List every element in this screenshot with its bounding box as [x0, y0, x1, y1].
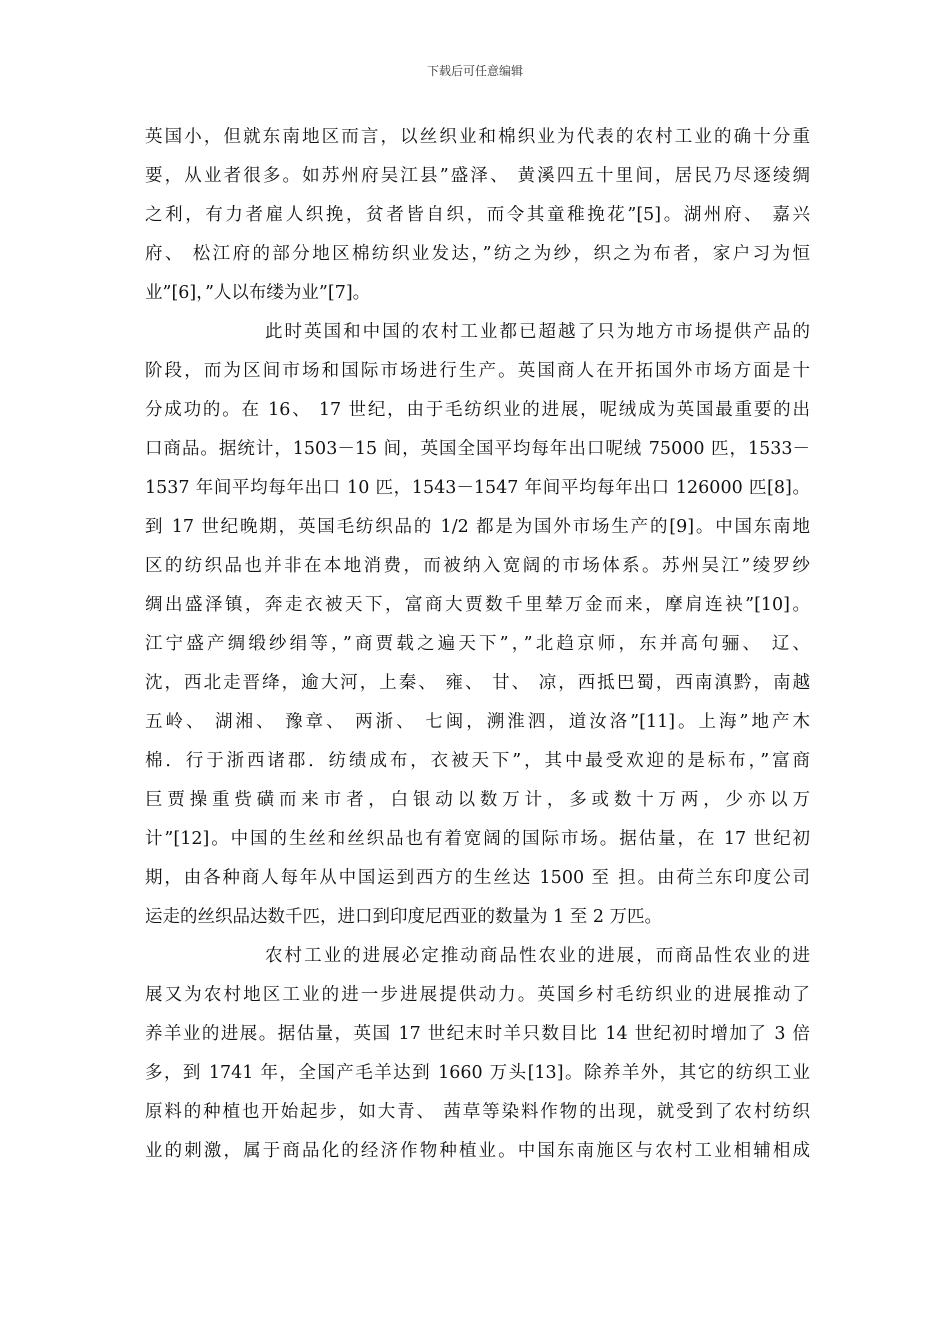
page-header: 下载后可任意编辑: [426, 64, 523, 78]
text-line: 养羊业的进展。据估量，英国 17 世纪末时羊只数目比 14 世纪初时增加了 3 倍: [145, 1024, 810, 1044]
text-line: 运走的丝织品达数千匹，进口到印度尼西亚的数量为 1 至 2 万匹。: [145, 907, 663, 927]
document-body: [145, 118, 810, 1171]
text-line: 阶段，而为区间市场和国际市场进行生产。英国商人在开拓国外市场方面是十: [145, 361, 810, 381]
text-line: 展又为农村地区工业的进一步进展提供动力。英国乡村毛纺织业的进展推动了: [145, 985, 810, 1005]
text-line: 五岭、 湖湘、 豫章、 两浙、 七闽，溯淮泗，道汝洛”[11]。上海”地产木: [145, 712, 810, 732]
text-line: 多，到 1741 年，全国产毛羊达到 1660 万头[13]。除养羊外，其它的纺织工业: [145, 1063, 810, 1083]
text-line: 区的纺织品也并非在本地消费，而被纳入宽阔的市场体系。苏州吴江”绫罗纱: [145, 556, 810, 576]
text-line: 计”[12]。中国的生丝和丝织品也有着宽阔的国际市场。据估量，在 17 世纪初: [145, 829, 810, 849]
text-line: 业的刺激，属于商品化的经济作物种植业。中国东南施区与农村工业相辅相成: [145, 1141, 810, 1161]
text-line: 棉．行于浙西诸郡．纺绩成布，衣被天下”，其中最受欢迎的是标布，”富商: [145, 751, 810, 771]
text-line: 业”[6]，”人以布缕为业”[7]。: [145, 283, 371, 303]
text-line: 口商品。据统计，1503－15 间，英国全国平均每年出口呢绒 75000 匹，1533－: [145, 439, 810, 459]
text-line: 巨贾操重赀磺而来市者，白银动以数万计，多或数十万两，少亦以万: [145, 790, 810, 810]
paragraph-2: [145, 313, 810, 937]
text-line: 沈，西北走晋绛，逾大河，上秦、 雍、 甘、 凉，西抵巴蜀，西南滇黔，南越: [145, 673, 810, 693]
text-line: 1537 年间平均每年出口 10 匹，1543－1547 年间平均每年出口 126000 匹[8]。: [145, 478, 810, 498]
text-line: 原料的种植也开始起步，如大青、 茜草等染料作物的出现，就受到了农村纺织: [145, 1102, 810, 1122]
text-line: 分成功的。在 16、 17 世纪，由于毛纺织业的进展，呢绒成为英国最重要的出: [145, 400, 810, 420]
text-line: 绸出盛泽镇，奔走衣被天下，富商大贾数千里辇万金而来，摩肩连袂”[10]。: [145, 595, 810, 615]
paragraph-3: [145, 937, 810, 1171]
text-line: 府、 松江府的部分地区棉纺织业发达，”纺之为纱，织之为布者，家户习为恒: [145, 244, 810, 264]
text-line: 要，从业者很多。如苏州府吴江县”盛泽、 黄溪四五十里间，居民乃尽逐绫绸: [145, 166, 810, 186]
text-line: 之利，有力者雇人织挽，贫者皆自织，而令其童稚挽花”[5]。湖州府、 嘉兴: [145, 205, 810, 225]
text-line: 期，由各种商人每年从中国运到西方的生丝达 1500 至 担。由荷兰东印度公司: [145, 868, 810, 888]
text-line: 到 17 世纪晚期，英国毛纺织品的 1/2 都是为国外市场生产的[9]。中国东南地: [145, 517, 810, 537]
paragraph-1: [145, 118, 810, 313]
text-line: 农村工业的进展必定推动商品性农业的进展，而商品性农业的进: [265, 946, 810, 966]
text-line: 江宁盛产绸缎纱绢等，”商贾载之遍天下”，”北趋京师，东并高句骊、 辽、: [145, 634, 810, 654]
text-line: 此时英国和中国的农村工业都已超越了只为地方市场提供产品的: [265, 322, 810, 342]
text-line: 英国小，但就东南地区而言，以丝织业和棉织业为代表的农村工业的确十分重: [145, 127, 810, 147]
